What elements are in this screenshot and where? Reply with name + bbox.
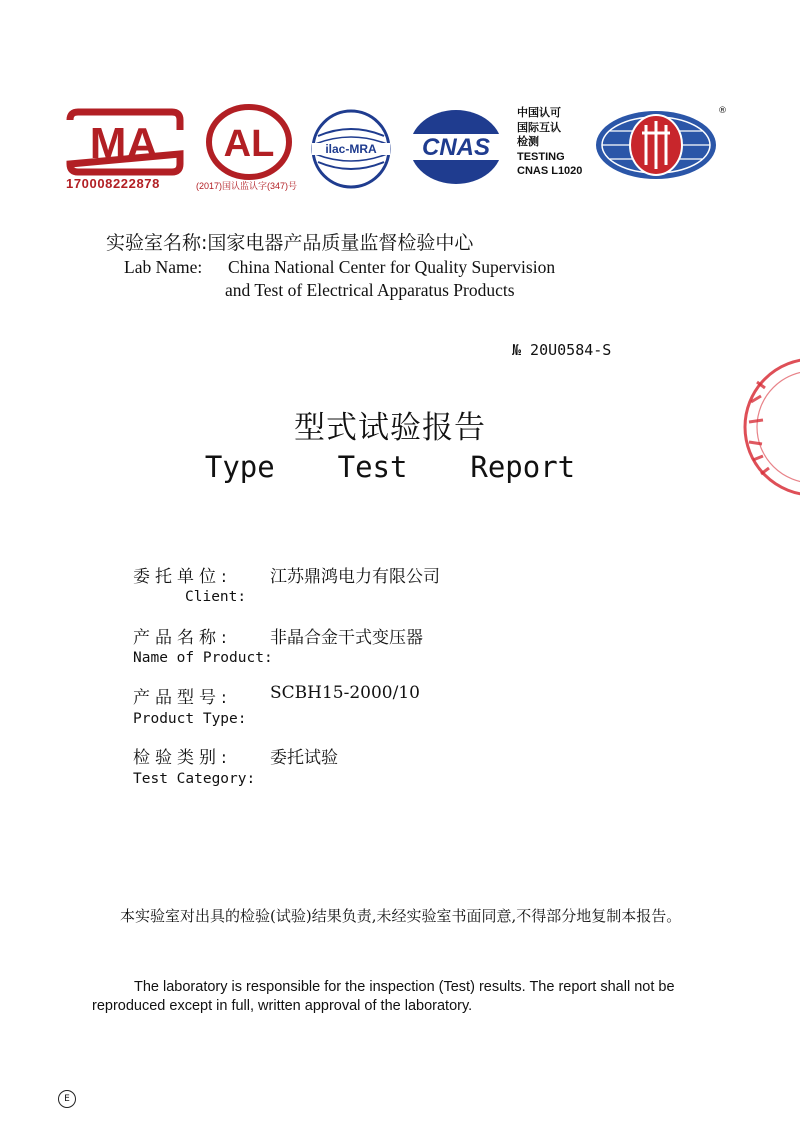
client-label-cn: 委托单位: (133, 567, 232, 587)
mutual-line-3: 检测 (517, 136, 539, 148)
client-value: 江苏鼎鸿电力有限公司 (270, 567, 440, 587)
svg-text:ilac-MRA: ilac-MRA (325, 142, 377, 156)
product-type-label-en: Product Type: (133, 711, 247, 727)
cma-number: 170008222878 (66, 176, 160, 191)
lab-name-value-cn: 国家电器产品质量监督检验中心 (207, 232, 474, 254)
report-number: № 20U0584-S (512, 341, 612, 359)
lab-name-en (124, 256, 555, 302)
quality-emblem-logo (590, 103, 730, 183)
product-name-label-cn: 产品名称: (133, 628, 232, 648)
svg-text:AL: AL (223, 123, 275, 165)
product-type-label-cn: 产品型号: (133, 688, 232, 708)
cnas-logo (406, 106, 506, 188)
client-label-en: Client: (185, 589, 247, 605)
lab-name-label-en: Lab Name: (124, 257, 203, 277)
mutual-line-1: 中国认可 (517, 107, 561, 119)
lab-name-en-line-2: and Test of Electrical Apparatus Products (225, 280, 515, 300)
lab-name-cn (106, 228, 473, 255)
svg-text:®: ® (718, 106, 727, 116)
product-name-label-en: Name of Product: (133, 650, 273, 666)
mutual-line-2: 国际互认 (517, 121, 561, 134)
lab-name-label-cn: 实验室名称: (106, 232, 208, 254)
cma-logo (64, 108, 184, 176)
test-category-label-en: Test Category: (133, 771, 256, 787)
disclaimer-en: The laboratory is responsible for the inspection (Test) results. The report shall not be reproduced except in full, written approval of the laboratory. (92, 979, 675, 1014)
cal-logo (204, 103, 294, 181)
report-title-cn: 型式试验报告 (294, 410, 486, 446)
svg-text:MA: MA (89, 119, 159, 168)
footer-circle-mark: E (58, 1090, 76, 1108)
mutual-line-4: TESTING (517, 150, 565, 163)
cal-caption: (2017)国认监认字(347)号 (196, 181, 298, 191)
disclaimer-cn: 本实验室对出具的检验(试验)结果负责,未经实验室书面同意,不得部分地复制本报告。 (120, 907, 682, 925)
mutual-line-5: CNAS L1020 (517, 165, 583, 177)
lab-name-en-line-1: China National Center for Quality Supervision (228, 257, 556, 277)
test-category-label-cn: 检验类别: (133, 748, 232, 768)
ilac-mra-logo (310, 108, 392, 190)
test-category-value: 委托试验 (270, 748, 338, 768)
cnas-mutual-recognition-text (517, 106, 582, 179)
svg-text:CNAS: CNAS (421, 134, 491, 161)
product-name-value: 非晶合金干式变压器 (270, 628, 423, 648)
product-type-value: SCBH15-2000/10 (270, 683, 420, 703)
report-title-en: Type Test Report (204, 450, 576, 484)
